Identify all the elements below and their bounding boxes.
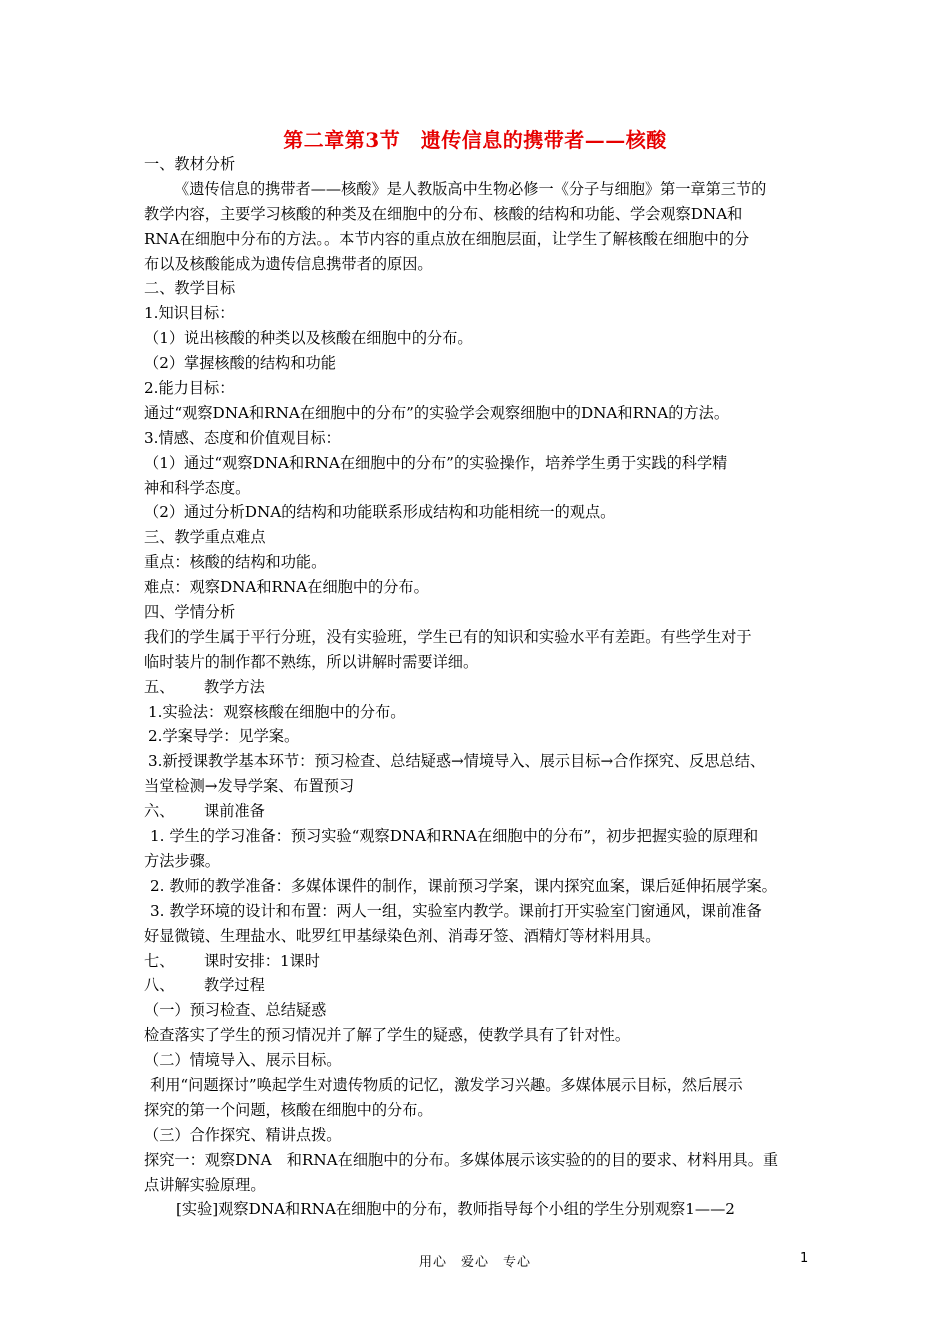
list-item: 3.新授课教学基本环节：预习检查、总结疑惑→情境导入、展示目标→合作探究、反思总结、 [148, 752, 766, 771]
list-item: 1.实验法：观察核酸在细胞中的分布。 [148, 702, 406, 721]
section-heading: 三、教学重点难点 [144, 528, 266, 547]
paragraph-line: 布以及核酸能成为遗传信息携带者的原因。 [144, 254, 433, 273]
footer-motto: 用心 爱心 专心 [418, 1255, 531, 1270]
subheading: （一）预习检查、总结疑惑 [144, 1001, 327, 1020]
page-number: 1 [800, 1251, 809, 1266]
section-heading [144, 949, 816, 974]
list-item: 1. 学生的学习准备：预习实验“观察DNA和RNA在细胞中的分布”，初步把握实验的原理和 [150, 827, 759, 846]
section-number: 八、 [144, 976, 175, 995]
list-item: （1）说出核酸的种类以及核酸在细胞中的分布。 [144, 329, 473, 348]
section-heading: 四、学情分析 [144, 603, 236, 622]
section-number: 六、 [144, 802, 175, 821]
section-heading [144, 675, 816, 700]
paragraph-line: 好显微镜、生理盐水、吡罗红甲基绿染色剂、消毒牙签、酒精灯等材料用具。 [144, 926, 661, 945]
paragraph-line: 我们的学生属于平行分班，没有实验班，学生已有的知识和实验水平有差距。有些学生对于 [144, 627, 752, 646]
list-item: 3. 教学环境的设计和布置：两人一组，实验室内教学。课前打开实验室门窗通风，课前准备 [150, 901, 762, 920]
section-heading: 二、教学目标 [144, 279, 236, 298]
document-title: 第二章第3节 遗传信息的携带者——核酸 [283, 128, 667, 152]
paragraph-line: 探究的第一个问题，核酸在细胞中的分布。 [144, 1100, 433, 1119]
paragraph-line: 通过“观察DNA和RNA在细胞中的分布”的实验学会观察细胞中的DNA和RNA的方法。 [144, 403, 730, 422]
document-body [144, 152, 816, 1222]
paragraph-line: 难点：观察DNA和RNA在细胞中的分布。 [144, 578, 429, 597]
section-number: 七、 [144, 951, 175, 970]
section-title: 课前准备 [204, 802, 265, 821]
paragraph-line: 探究一：观察DNA 和RNA在细胞中的分布。多媒体展示该实验的的目的要求、材料用具。重 [144, 1150, 779, 1169]
paragraph-line: 检查落实了学生的预习情况并了解了学生的疑惑，使教学具有了针对性。 [144, 1026, 630, 1045]
subheading: （三）合作探究、精讲点拨。 [144, 1125, 342, 1144]
section-title: 教学过程 [204, 976, 265, 995]
paragraph-line: 神和科学态度。 [144, 478, 251, 497]
list-item: 2.学案导学：见学案。 [148, 727, 300, 746]
section-title: 课时安排：1课时 [204, 951, 320, 970]
subheading: （二）情境导入、展示目标。 [144, 1051, 342, 1070]
paragraph-line: 当堂检测→发导学案、布置预习 [144, 777, 355, 796]
subheading: 3.情感、态度和价值观目标： [144, 428, 341, 447]
section-heading [144, 973, 816, 998]
paragraph-line: 临时装片的制作都不熟练，所以讲解时需要详细。 [144, 652, 479, 671]
list-item: （1）通过“观察DNA和RNA在细胞中的分布”的实验操作，培养学生勇于实践的科学精 [144, 453, 728, 472]
section-heading [144, 799, 816, 824]
paragraph-line: 方法步骤。 [144, 851, 220, 870]
section-title: 教学方法 [204, 677, 265, 696]
paragraph-line: [实验]观察DNA和RNA在细胞中的分布，教师指导每个小组的学生分别观察1——2 [176, 1200, 735, 1219]
paragraph-line: 点讲解实验原理。 [144, 1175, 266, 1194]
section-heading: 一、教材分析 [144, 155, 236, 173]
paragraph-line: 教学内容，主要学习核酸的种类及在细胞中的分布、核酸的结构和功能、学会观察DNA和 [144, 204, 743, 223]
section-number: 五、 [144, 677, 175, 696]
list-item: （2）通过分析DNA的结构和功能联系形成结构和功能相统一的观点。 [144, 503, 616, 522]
subheading: 2.能力目标： [144, 379, 235, 398]
subheading: 1.知识目标： [144, 304, 235, 323]
paragraph-line: 利用“问题探讨”唤起学生对遗传物质的记忆，激发学习兴趣。多媒体展示目标，然后展示 [150, 1075, 743, 1094]
paragraph-line: RNA在细胞中分布的方法。。本节内容的重点放在细胞层面，让学生了解核酸在细胞中的分 [144, 229, 750, 248]
list-item: （2）掌握核酸的结构和功能 [144, 354, 336, 373]
paragraph-line: 《遗传信息的携带者——核酸》是人教版高中生物必修一《分子与细胞》第一章第三节的 [174, 179, 767, 198]
list-item: 2. 教师的教学准备：多媒体课件的制作，课前预习学案，课内探究血案，课后延伸拓展学案。 [150, 876, 777, 895]
paragraph-line: 重点：核酸的结构和功能。 [144, 553, 327, 572]
